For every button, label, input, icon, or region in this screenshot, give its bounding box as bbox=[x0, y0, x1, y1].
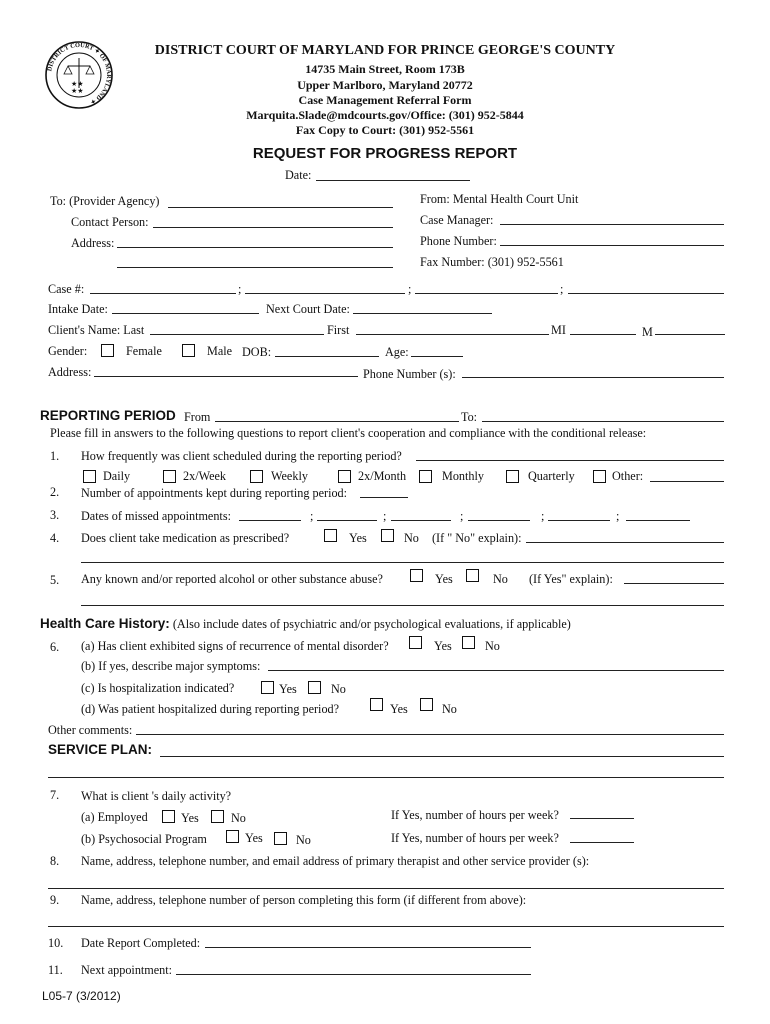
q6a-yes-checkbox[interactable] bbox=[409, 636, 422, 649]
q4-explain-field[interactable] bbox=[526, 542, 724, 543]
q4-no-checkbox[interactable] bbox=[381, 529, 394, 542]
client-last-name-field[interactable] bbox=[150, 334, 324, 335]
q4-explain-field-2[interactable] bbox=[81, 562, 724, 563]
reporting-from-label: From bbox=[184, 410, 211, 424]
psychosocial-yes-checkbox[interactable] bbox=[226, 830, 239, 843]
other-comments-field[interactable] bbox=[136, 734, 724, 735]
form-name: Case Management Referral Form bbox=[298, 93, 472, 107]
q2-text: Number of appointments kept during reporting period: bbox=[81, 486, 348, 500]
q5-number: 5. bbox=[50, 573, 60, 587]
q10-number: 10. bbox=[48, 936, 64, 950]
separator: ; bbox=[238, 282, 242, 296]
contact-line: Marquita.Slade@mdcourts.gov/Office: (301) 952-5844 bbox=[246, 108, 524, 122]
missed-date-3[interactable] bbox=[391, 520, 451, 521]
from-label: From: Mental Health Court Unit bbox=[420, 192, 579, 206]
form-code: L05-7 (3/2012) bbox=[42, 989, 121, 1003]
separator: ; bbox=[616, 509, 620, 523]
separator: ; bbox=[541, 509, 545, 523]
mi-label: MI bbox=[551, 323, 566, 337]
employed-label: (a) Employed bbox=[81, 810, 148, 824]
q6-number: 6. bbox=[50, 640, 60, 654]
instructions: Please fill in answers to the following questions to report client's cooperation and compliance with the conditional release: bbox=[50, 426, 647, 440]
psychosocial-yes-label: Yes bbox=[245, 831, 263, 845]
missed-date-5[interactable] bbox=[548, 520, 610, 521]
q7-number: 7. bbox=[50, 788, 60, 802]
q6a-no-checkbox[interactable] bbox=[462, 636, 475, 649]
q4-number: 4. bbox=[50, 531, 60, 545]
svg-text:DISTRICT COURT ✦ OF MARYLAND ✦: DISTRICT COURT ✦ OF MARYLAND ✦ bbox=[46, 41, 113, 106]
q6c-no-label: No bbox=[331, 682, 346, 696]
fax-line: Fax Copy to Court: (301) 952-5561 bbox=[295, 123, 475, 137]
freq-weekly-checkbox[interactable] bbox=[250, 470, 263, 483]
psychosocial-label: (b) Psychosocial Program bbox=[81, 832, 207, 846]
employed-hours-label: If Yes, number of hours per week? bbox=[391, 808, 559, 822]
female-label: Female bbox=[126, 344, 162, 358]
q5-explain-label: (If Yes" explain): bbox=[529, 572, 613, 586]
freq-daily-checkbox[interactable] bbox=[83, 470, 96, 483]
q6d-text: (d) Was patient hospitalized during reporting period? bbox=[81, 702, 340, 716]
reporting-from-field[interactable] bbox=[215, 421, 459, 422]
q6d-yes-checkbox[interactable] bbox=[370, 698, 383, 711]
q6c-yes-label: Yes bbox=[279, 682, 297, 696]
q11-text: Next appointment: bbox=[81, 963, 173, 977]
svg-text:★★: ★★ bbox=[71, 87, 84, 95]
q6d-no-checkbox[interactable] bbox=[420, 698, 433, 711]
q5-explain-field[interactable] bbox=[624, 583, 724, 584]
freq-monthly-label: Monthly bbox=[442, 469, 484, 483]
contact-person-label: Contact Person: bbox=[71, 215, 149, 229]
employed-yes-checkbox[interactable] bbox=[162, 810, 175, 823]
q5-yes-label: Yes bbox=[435, 572, 453, 586]
m-field[interactable] bbox=[655, 334, 725, 335]
q11-number: 11. bbox=[48, 963, 63, 977]
next-court-date-field[interactable] bbox=[353, 313, 492, 314]
reporting-to-label: To: bbox=[461, 410, 478, 424]
freq-other-field[interactable] bbox=[650, 481, 724, 482]
court-city: Upper Marlboro, Maryland 20772 bbox=[297, 78, 473, 92]
age-label: Age: bbox=[385, 345, 409, 359]
mi-field[interactable] bbox=[570, 334, 636, 335]
employed-yes-label: Yes bbox=[181, 811, 199, 825]
date-label: Date: bbox=[285, 168, 312, 182]
case-manager-field[interactable] bbox=[500, 224, 724, 225]
q2-number: 2. bbox=[50, 485, 60, 499]
psychosocial-hours-field[interactable] bbox=[570, 842, 634, 843]
q6b-text: (b) If yes, describe major symptoms: bbox=[81, 659, 261, 673]
q1-text: How frequently was client scheduled during the reporting period? bbox=[81, 449, 402, 463]
court-name: DISTRICT COURT OF MARYLAND FOR PRINCE GEORGE'S COUNTY bbox=[154, 43, 616, 58]
q6a-text: (a) Has client exhibited signs of recurrence of mental disorder? bbox=[81, 639, 389, 653]
psychosocial-hours-label: If Yes, number of hours per week? bbox=[391, 831, 559, 845]
gender-label: Gender: bbox=[48, 344, 88, 358]
client-address-label: Address: bbox=[48, 365, 92, 379]
health-care-note: (Also include dates of psychiatric and/or psychological evaluations, if applicable) bbox=[172, 617, 571, 631]
q4-no-label: No bbox=[404, 531, 419, 545]
q1-number: 1. bbox=[50, 449, 60, 463]
female-checkbox[interactable] bbox=[101, 344, 114, 357]
client-phone-label: Phone Number (s): bbox=[363, 367, 456, 381]
q6c-yes-checkbox[interactable] bbox=[261, 681, 274, 694]
q6a-yes-label: Yes bbox=[434, 639, 452, 653]
svg-text:★★: ★★ bbox=[71, 80, 84, 88]
q9-number: 9. bbox=[50, 893, 60, 907]
unit-phone-field[interactable] bbox=[500, 245, 724, 246]
next-court-date-label: Next Court Date: bbox=[266, 302, 350, 316]
missed-date-2[interactable] bbox=[317, 520, 377, 521]
freq-other-label: Other: bbox=[612, 469, 644, 483]
provider-field[interactable] bbox=[168, 207, 393, 208]
service-plan-heading: SERVICE PLAN: bbox=[48, 742, 153, 757]
case-field-4[interactable] bbox=[568, 293, 724, 294]
next-appointment-field[interactable] bbox=[176, 974, 531, 975]
q4-text: Does client take medication as prescribed? bbox=[81, 531, 290, 545]
freq-2xweek-checkbox[interactable] bbox=[163, 470, 176, 483]
q6d-yes-label: Yes bbox=[390, 702, 408, 716]
contact-person-field[interactable] bbox=[153, 227, 393, 228]
client-phone-field[interactable] bbox=[462, 377, 724, 378]
provider-address-field-2[interactable] bbox=[117, 267, 393, 268]
intake-date-field[interactable] bbox=[112, 313, 259, 314]
provider-address-field[interactable] bbox=[117, 247, 393, 248]
q3-text: Dates of missed appointments: bbox=[81, 509, 231, 523]
q9-text: Name, address, telephone number of person completing this form (if different from above): bbox=[81, 893, 527, 907]
freq-weekly-label: Weekly bbox=[271, 469, 308, 483]
q3-number: 3. bbox=[50, 508, 60, 522]
missed-date-4[interactable] bbox=[468, 520, 530, 521]
freq-monthly-checkbox[interactable] bbox=[419, 470, 432, 483]
client-last-name-label: Client's Name: Last bbox=[48, 323, 145, 337]
freq-2xmonth-label: 2x/Month bbox=[358, 469, 407, 483]
q4-yes-label: Yes bbox=[349, 531, 367, 545]
health-care-heading bbox=[40, 616, 571, 632]
male-label: Male bbox=[207, 344, 233, 358]
client-first-name-label: First bbox=[327, 323, 350, 337]
separator: ; bbox=[310, 509, 314, 523]
health-care-title: Health Care History: bbox=[40, 616, 170, 631]
psychosocial-no-label: No bbox=[296, 833, 311, 847]
date-field[interactable] bbox=[316, 180, 470, 181]
q5-no-label: No bbox=[493, 572, 508, 586]
q5-text: Any known and/or reported alcohol or other substance abuse? bbox=[81, 572, 383, 586]
reporting-period-heading: REPORTING PERIOD bbox=[40, 408, 176, 423]
case-field-2[interactable] bbox=[245, 293, 405, 294]
case-label: Case #: bbox=[48, 282, 85, 296]
dob-label: DOB: bbox=[242, 345, 272, 359]
other-comments-label: Other comments: bbox=[48, 723, 133, 737]
q6d-no-label: No bbox=[442, 702, 457, 716]
q9-field[interactable] bbox=[48, 926, 724, 927]
case-manager-label: Case Manager: bbox=[420, 213, 494, 227]
separator: ; bbox=[383, 509, 387, 523]
q6c-no-checkbox[interactable] bbox=[308, 681, 321, 694]
q7-text: What is client 's daily activity? bbox=[81, 789, 232, 803]
missed-date-1[interactable] bbox=[239, 520, 301, 521]
psychosocial-no-checkbox[interactable] bbox=[274, 832, 287, 845]
q5-explain-field-2[interactable] bbox=[81, 605, 724, 606]
age-field[interactable] bbox=[411, 356, 463, 357]
unit-phone-label: Phone Number: bbox=[420, 234, 497, 248]
unit-fax-label: Fax Number: (301) 952-5561 bbox=[420, 255, 564, 269]
q6c-text: (c) Is hospitalization indicated? bbox=[81, 681, 235, 695]
q6b-field[interactable] bbox=[268, 670, 724, 671]
separator: ; bbox=[560, 282, 564, 296]
freq-2xweek-label: 2x/Week bbox=[183, 469, 227, 483]
client-address-field[interactable] bbox=[94, 376, 358, 377]
q4-explain-label: (If " No" explain): bbox=[432, 531, 522, 545]
dob-field[interactable] bbox=[275, 356, 379, 357]
q8-text: Name, address, telephone number, and email address of primary therapist and other service provider (s): bbox=[81, 854, 590, 868]
freq-quarterly-label: Quarterly bbox=[528, 469, 575, 483]
separator: ; bbox=[408, 282, 412, 296]
q5-yes-checkbox[interactable] bbox=[410, 569, 423, 582]
provider-address-label: Address: bbox=[71, 236, 115, 250]
case-field-1[interactable] bbox=[90, 293, 236, 294]
q6a-no-label: No bbox=[485, 639, 500, 653]
q1-field[interactable] bbox=[416, 460, 724, 461]
employed-no-label: No bbox=[231, 811, 246, 825]
date-completed-field[interactable] bbox=[205, 947, 531, 948]
service-plan-field-2[interactable] bbox=[48, 777, 724, 778]
m-label: M bbox=[642, 325, 653, 339]
case-field-3[interactable] bbox=[415, 293, 558, 294]
court-street: 14735 Main Street, Room 173B bbox=[305, 62, 465, 76]
intake-date-label: Intake Date: bbox=[48, 302, 108, 316]
q8-field[interactable] bbox=[48, 888, 724, 889]
employed-no-checkbox[interactable] bbox=[211, 810, 224, 823]
client-first-name-field[interactable] bbox=[356, 334, 549, 335]
to-provider-label: To: (Provider Agency) bbox=[50, 194, 160, 208]
male-checkbox[interactable] bbox=[182, 344, 195, 357]
page-title: REQUEST FOR PROGRESS REPORT bbox=[252, 145, 518, 162]
q10-text: Date Report Completed: bbox=[81, 936, 201, 950]
employed-hours-field[interactable] bbox=[570, 818, 634, 819]
freq-other-checkbox[interactable] bbox=[593, 470, 606, 483]
reporting-to-field[interactable] bbox=[482, 421, 724, 422]
q8-number: 8. bbox=[50, 854, 60, 868]
service-plan-field[interactable] bbox=[160, 756, 724, 757]
freq-2xmonth-checkbox[interactable] bbox=[338, 470, 351, 483]
q5-no-checkbox[interactable] bbox=[466, 569, 479, 582]
separator: ; bbox=[460, 509, 464, 523]
q4-yes-checkbox[interactable] bbox=[324, 529, 337, 542]
q2-field[interactable] bbox=[360, 497, 408, 498]
freq-daily-label: Daily bbox=[103, 469, 131, 483]
missed-date-6[interactable] bbox=[626, 520, 690, 521]
freq-quarterly-checkbox[interactable] bbox=[506, 470, 519, 483]
